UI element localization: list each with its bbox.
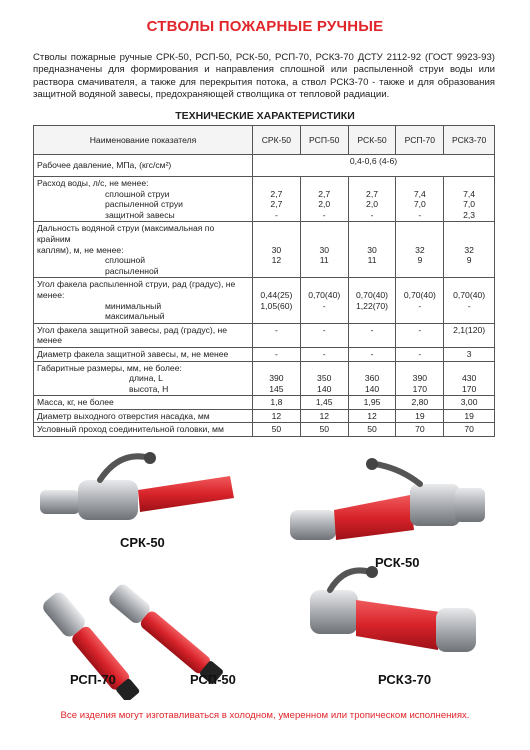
caption-rsp70: РСП-70 [70, 672, 116, 687]
table-cell: 2,7 2,0 - [300, 177, 348, 222]
table-cell: 3 [444, 347, 495, 361]
table-cell: 7,4 7,0 - [396, 177, 444, 222]
table-cell: - [348, 323, 396, 347]
spec-table [33, 125, 495, 437]
table-cell: 430 170 [444, 361, 495, 396]
table-cell: - [396, 347, 444, 361]
page-title: СТВОЛЫ ПОЖАРНЫЕ РУЧНЫЕ [146, 18, 384, 35]
flow-solid-label: сплошной струи [105, 188, 170, 199]
header-col: РСКЗ-70 [444, 126, 495, 155]
row-label: Габаритные размеры, мм, не более: длина, L высота, H [34, 361, 253, 396]
table-cell: 390 170 [396, 361, 444, 396]
header-col: РСП-70 [396, 126, 444, 155]
table-cell: - [253, 323, 301, 347]
flow-curtain-label: защитной завесы [105, 209, 175, 220]
table-title: ТЕХНИЧЕСКИЕ ХАРАКТЕРИСТИКИ [175, 110, 355, 122]
table-row [34, 278, 495, 323]
table-row [34, 361, 495, 396]
table-cell: 19 [444, 409, 495, 423]
table-cell: - [300, 347, 348, 361]
row-label: Диаметр выходного отверстия насадка, мм [34, 409, 253, 423]
product-illustrations [0, 440, 530, 700]
row-label: Угол факела распыленной струи, рад (градус), не менее: минимальный максимальный [34, 278, 253, 323]
table-cell: - [300, 323, 348, 347]
table-row [34, 155, 495, 177]
table-cell: 0,70(40) - [300, 278, 348, 323]
nozzle-srk50-image [40, 452, 234, 520]
header-col: РСК-50 [348, 126, 396, 155]
table-row [34, 222, 495, 278]
header-col: РСП-50 [300, 126, 348, 155]
table-cell: 0,44(25) 1,05(60) [253, 278, 301, 323]
table-cell: 12 [300, 409, 348, 423]
row-label: Дальность водяной струи (максимальная по крайним каплям), м, не менее: сплошной распыленной [34, 222, 253, 278]
pressure-value: 0,4-0,6 (4-6) [253, 155, 495, 177]
table-cell: 390 145 [253, 361, 301, 396]
table-row [34, 323, 495, 347]
table-cell: 1,45 [300, 396, 348, 410]
table-header-row [34, 126, 495, 155]
table-cell: 70 [396, 423, 444, 437]
table-cell: 1,8 [253, 396, 301, 410]
caption-srk50: СРК-50 [120, 535, 165, 550]
table-cell: 50 [253, 423, 301, 437]
header-name: Наименование показателя [34, 126, 253, 155]
table-cell: 0,70(40) - [396, 278, 444, 323]
table-cell: - [253, 347, 301, 361]
table-cell: 30 11 [300, 222, 348, 278]
table-cell: 2,1(120) [444, 323, 495, 347]
table-cell: 0,70(40) - [444, 278, 495, 323]
table-cell: 50 [348, 423, 396, 437]
table-cell: 50 [300, 423, 348, 437]
table-cell: 3,00 [444, 396, 495, 410]
flow-spray-label: распыленной струи [105, 199, 183, 210]
table-cell: 32 9 [396, 222, 444, 278]
table-cell: 1,95 [348, 396, 396, 410]
table-cell: - [348, 347, 396, 361]
flow-label: Расход воды, л/с, не менее: [37, 178, 149, 188]
row-label: Условный проход соединительной головки, мм [34, 423, 253, 437]
table-row [34, 177, 495, 222]
table-cell: 2,7 2,7 - [253, 177, 301, 222]
row-label: Масса, кг, не более [34, 396, 253, 410]
table-cell: 12 [253, 409, 301, 423]
caption-rsp50: РСП-50 [190, 672, 236, 687]
table-row [34, 347, 495, 361]
table-cell: 12 [348, 409, 396, 423]
table-row [34, 409, 495, 423]
caption-rsk50: РСК-50 [375, 555, 420, 570]
table-cell: 0,70(40) 1,22(70) [348, 278, 396, 323]
row-label: Рабочее давление, МПа, (кгс/см²) [34, 155, 253, 177]
nozzle-rskz70-image [310, 566, 476, 652]
caption-rskz70: РСКЗ-70 [378, 672, 432, 687]
table-cell: 32 9 [444, 222, 495, 278]
row-label: Угол факела защитной завесы, рад (градус), не менее [34, 323, 253, 347]
footnote: Все изделия могут изготавливаться в холодном, умеренном или тропическом исполнениях. [60, 710, 470, 721]
header-col: СРК-50 [253, 126, 301, 155]
table-cell: 70 [444, 423, 495, 437]
table-cell: 2,80 [396, 396, 444, 410]
nozzle-rsk50-image [290, 458, 485, 540]
table-cell: 360 140 [348, 361, 396, 396]
table-cell: 30 12 [253, 222, 301, 278]
table-row [34, 423, 495, 437]
table-cell: 350 140 [300, 361, 348, 396]
table-cell: 30 11 [348, 222, 396, 278]
table-cell: 19 [396, 409, 444, 423]
table-cell: 7,4 7,0 2,3 [444, 177, 495, 222]
table-row [34, 396, 495, 410]
table-cell: - [396, 323, 444, 347]
row-label [34, 177, 253, 222]
table-cell: 2,7 2,0 - [348, 177, 396, 222]
row-label: Диаметр факела защитной завесы, м, не менее [34, 347, 253, 361]
intro-paragraph: Стволы пожарные ручные СРК-50, РСП-50, РСК-50, РСП-70, РСКЗ-70 ДСТУ 2112-92 (ГОСТ 9923-93) предназначены для формирования и направления сплошной или распыленной струи воды или раствора смачивателя, а также для перекрытия потока, а ствол РСКЗ-70 - также и для образования защитной водяной завесы, предохраняющей стволщика от тепловой радиации. [33, 52, 495, 100]
